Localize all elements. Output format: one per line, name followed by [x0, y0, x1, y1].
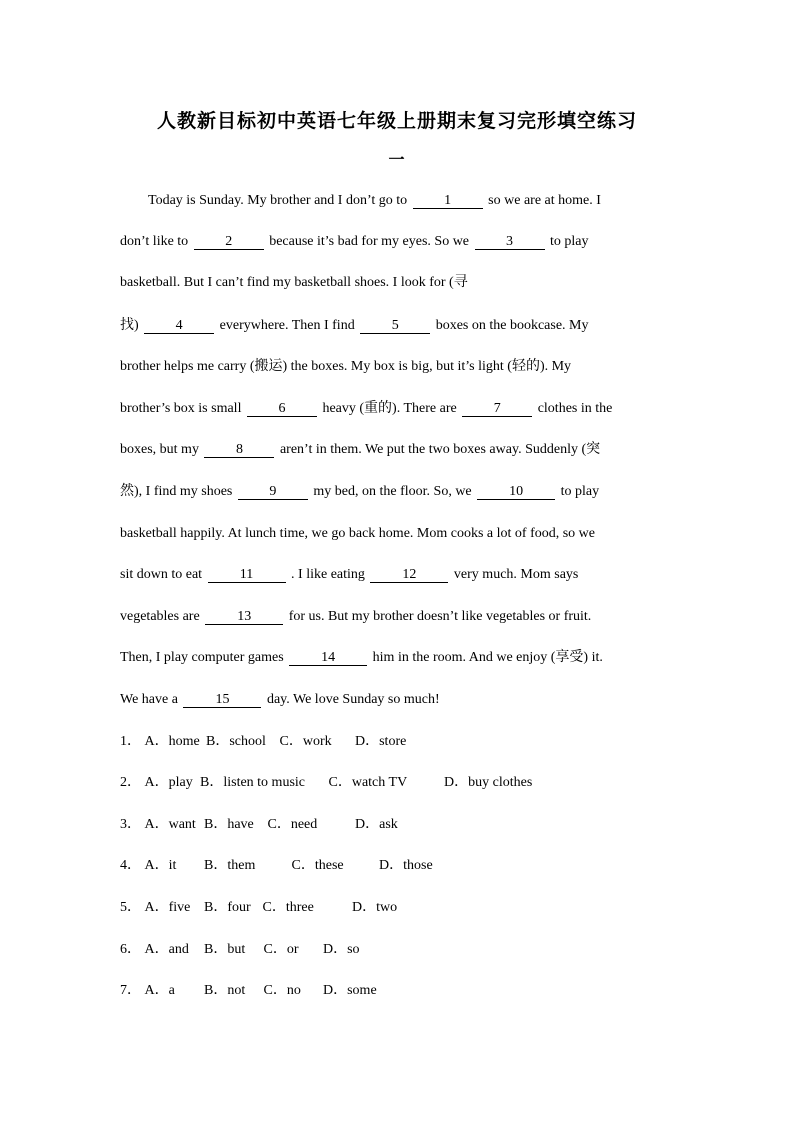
option-c: C．or: [263, 942, 299, 957]
option-d: D．two: [352, 900, 398, 915]
page-title-continuation: 一: [388, 152, 406, 169]
question-7: [120, 981, 377, 1001]
question-3: [120, 815, 398, 835]
passage-line-11: [120, 607, 680, 627]
blank-8: 8: [204, 442, 274, 458]
option-d: D．those: [379, 858, 433, 873]
option-c: C．no: [263, 983, 301, 998]
option-a: A．home: [144, 734, 200, 749]
passage-text: sit down to eat: [120, 567, 203, 582]
passage-line-3: [120, 273, 680, 293]
passage-text: day. We love Sunday so much!: [266, 692, 440, 707]
option-a: A．want: [144, 817, 196, 832]
passage-text: don’t like to: [120, 234, 189, 249]
passage-line-6: [120, 399, 680, 419]
passage-text: Then, I play computer games: [120, 650, 284, 665]
option-c: C．these: [291, 858, 344, 873]
option-c: C．three: [262, 900, 314, 915]
passage-text: clothes in the: [537, 401, 613, 416]
option-d: D．buy clothes: [444, 775, 533, 790]
question-number: 6．: [120, 942, 141, 957]
blank-14: 14: [289, 650, 367, 666]
option-a: A．it: [144, 858, 177, 873]
question-number: 4．: [120, 858, 141, 873]
passage-text: 找): [120, 318, 139, 333]
blank-13: 13: [205, 609, 283, 625]
option-b: B．them: [204, 858, 256, 873]
question-number: 5．: [120, 900, 141, 915]
passage-text: for us. But my brother doesn’t like vegetables or fruit.: [288, 609, 592, 624]
page-title: 人教新目标初中英语七年级上册期末复习完形填空练习: [156, 111, 637, 132]
passage-text: heavy (重的). There are: [322, 401, 457, 416]
question-4: [120, 856, 433, 876]
blank-5: 5: [360, 318, 430, 334]
option-d: D．some: [323, 983, 377, 998]
blank-9: 9: [238, 484, 308, 500]
passage-text: brother helps me carry (搬运) the boxes. My box is big, but it’s light (轻的). My: [120, 359, 572, 374]
passage-text: my bed, on the floor. So, we: [313, 484, 472, 499]
passage-line-9: [120, 524, 680, 544]
passage-text: to play: [560, 484, 600, 499]
blank-12: 12: [370, 567, 448, 583]
option-b: B．listen to music: [200, 775, 305, 790]
question-1: [120, 732, 406, 752]
passage-text: very much. Mom says: [453, 567, 579, 582]
passage-line-5: [120, 357, 680, 377]
option-b: B．have: [204, 817, 254, 832]
option-c: C．need: [267, 817, 318, 832]
option-b: B．but: [204, 942, 246, 957]
passage-line-1: [120, 191, 708, 211]
passage-line-4: [120, 316, 680, 336]
passage-text: Today is Sunday. My brother and I don’t go to: [148, 193, 408, 208]
passage-text: him in the room. And we enjoy (享受) it.: [372, 650, 603, 665]
passage-text: basketball happily. At lunch time, we go back home. Mom cooks a lot of food, so we: [120, 526, 596, 541]
passage-line-7: [120, 440, 680, 460]
passage-text: basketball. But I can’t find my basketball shoes. I look for (寻: [120, 275, 468, 290]
passage-line-2: [120, 232, 680, 252]
option-a: A．and: [144, 942, 189, 957]
passage-text: aren’t in them. We put the two boxes away. Suddenly (突: [279, 442, 601, 457]
option-a: A．five: [144, 900, 191, 915]
passage-text: because it’s bad for my eyes. So we: [269, 234, 470, 249]
option-b: B．not: [204, 983, 246, 998]
option-b: B．four: [204, 900, 251, 915]
blank-10: 10: [477, 484, 555, 500]
question-number: 7．: [120, 983, 141, 998]
option-d: D．ask: [355, 817, 398, 832]
blank-1: 1: [413, 193, 483, 209]
blank-3: 3: [475, 234, 545, 250]
passage-line-10: [120, 565, 680, 585]
passage-text: vegetables are: [120, 609, 200, 624]
option-a: A．a: [144, 983, 175, 998]
passage-text: . I like eating: [291, 567, 365, 582]
passage-text: to play: [550, 234, 589, 249]
passage-text: 然), I find my shoes: [120, 484, 233, 499]
passage-line-12: [120, 648, 680, 668]
blank-6: 6: [247, 401, 317, 417]
blank-11: 11: [208, 567, 286, 583]
passage-text: boxes, but my: [120, 442, 199, 457]
passage-text: so we are at home. I: [488, 193, 601, 208]
passage-text: everywhere. Then I find: [219, 318, 355, 333]
blank-4: 4: [144, 318, 214, 334]
passage-line-13: [120, 690, 680, 710]
blank-7: 7: [462, 401, 532, 417]
blank-2: 2: [194, 234, 264, 250]
question-number: 2．: [120, 775, 141, 790]
option-b: B．school: [206, 734, 266, 749]
passage-text: We have a: [120, 692, 178, 707]
option-c: C．work: [279, 734, 332, 749]
option-d: D．store: [355, 734, 407, 749]
question-number: 3．: [120, 817, 141, 832]
option-c: C．watch TV: [328, 775, 408, 790]
question-5: [120, 898, 397, 918]
question-number: 1．: [120, 734, 141, 749]
question-6: [120, 940, 360, 960]
option-d: D．so: [323, 942, 360, 957]
passage-text: brother’s box is small: [120, 401, 242, 416]
blank-15: 15: [183, 692, 261, 708]
question-2: [120, 773, 532, 793]
passage-line-8: [120, 482, 680, 502]
passage-text: boxes on the bookcase. My: [435, 318, 589, 333]
option-a: A．play: [144, 775, 193, 790]
